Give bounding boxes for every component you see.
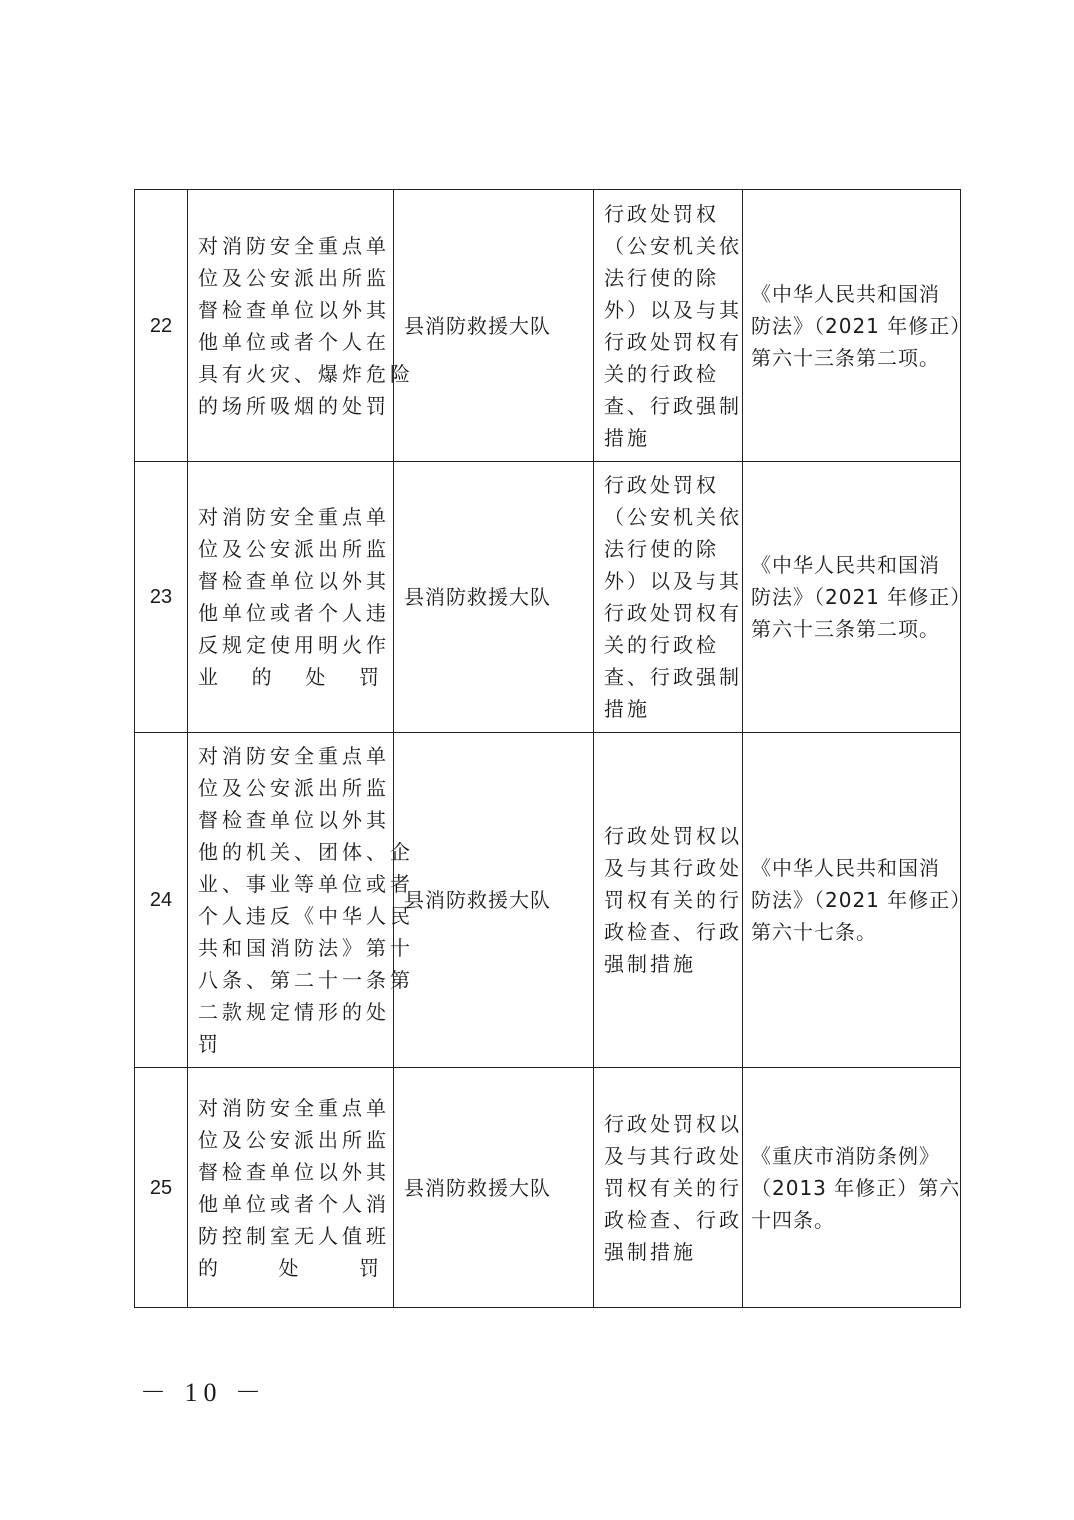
item-cell [188, 190, 414, 462]
legal-basis-cell-line: 十四条。 [751, 1207, 835, 1232]
item-cell-line: 防控制室无人值班 [198, 1223, 390, 1248]
item-cell-line: 位及公安派出所监 [198, 776, 390, 800]
power-type-cell-line: 外）以及与其 [604, 297, 742, 322]
item-cell-line: 他的机关、团体、企 [198, 840, 414, 864]
legal-basis-cell-line: 防法》（2021 年修正） [751, 313, 972, 338]
item-cell-line: 他单位或者个人在 [198, 329, 390, 354]
power-type-cell-line: 关的行政检 [604, 361, 719, 386]
power-type-cell-line: 法行使的除 [604, 537, 719, 561]
power-type-cell [594, 190, 743, 462]
item-cell-line: 罚 [198, 1032, 222, 1056]
item-cell-line: 二款规定情形的处 [198, 1000, 390, 1024]
power-type-cell-line: 查、行政强制 [604, 393, 742, 418]
department-cell: 县消防救援大队 [394, 462, 594, 733]
power-type-cell-line: 及与其行政处 [604, 856, 742, 880]
power-type-cell [594, 733, 743, 1068]
legal-basis-cell-line: 第六十三条第二项。 [751, 617, 940, 641]
item-cell-line: 反规定使用明火作 [198, 633, 390, 657]
legal-basis-cell-line: 防法》（2021 年修正） [751, 888, 972, 912]
item-cell-line: 位及公安派出所监 [198, 537, 390, 561]
item-cell-line: 位及公安派出所监 [198, 1127, 390, 1152]
item-cell [188, 1068, 394, 1308]
legal-basis-cell-line: 《中华人民共和国消 [751, 281, 940, 306]
power-type-cell-line: 措施 [604, 425, 650, 450]
legal-basis-cell [743, 733, 972, 1068]
legal-basis-cell-line: 第六十三条第二项。 [751, 345, 940, 370]
item-cell-line: 督检查单位以外其 [198, 297, 390, 322]
legal-basis-cell-line: 《中华人民共和国消 [751, 856, 940, 880]
row-number: 22 [135, 190, 188, 462]
power-type-cell-line: 行政处罚权有 [604, 329, 742, 354]
row-number: 25 [135, 1068, 188, 1308]
power-type-cell-line: 政检查、行政 [604, 920, 742, 944]
item-cell-line: 督检查单位以外其 [198, 1159, 390, 1184]
row-number: 24 [135, 733, 188, 1068]
item-cell-line: 共和国消防法》第十 [198, 936, 414, 960]
power-type-cell-line: 措施 [604, 697, 650, 721]
legal-basis-cell-line: 防法》（2021 年修正） [751, 585, 972, 609]
enforcement-table [134, 189, 972, 1308]
table-row [135, 1068, 961, 1308]
page-number: － 10 － [140, 1378, 268, 1407]
table-row [135, 190, 961, 462]
power-type-cell [594, 462, 743, 733]
item-cell-line: 对消防安全重点单 [198, 1095, 390, 1120]
item-cell-line: 八条、第二十一条第 [198, 968, 414, 992]
power-type-cell-line: 行政处罚权 [604, 201, 719, 226]
power-type-cell-line: 及与其行政处 [604, 1143, 742, 1168]
item-cell-line: 督检查单位以外其 [198, 569, 390, 593]
department-cell: 县消防救援大队 [394, 190, 594, 462]
item-cell-line: 个人违反《中华人民 [198, 904, 414, 928]
power-type-cell-line: 行政处罚权以 [604, 824, 742, 848]
power-type-cell [594, 1068, 743, 1308]
legal-basis-cell-line: 第六十七条。 [751, 920, 877, 944]
legal-basis-cell [743, 190, 972, 462]
department-cell: 县消防救援大队 [394, 1068, 594, 1308]
item-cell-line: 具有火灾、爆炸危险 [198, 361, 414, 386]
power-type-cell-line: 外）以及与其 [604, 569, 742, 593]
legal-basis-cell [743, 1068, 961, 1308]
power-type-cell-line: 行政处罚权以 [604, 1111, 742, 1136]
item-cell [188, 733, 414, 1068]
item-cell-line: 位及公安派出所监 [198, 265, 390, 290]
legal-basis-cell-line: （2013 年修正）第六 [751, 1175, 961, 1200]
row-number: 23 [135, 462, 188, 733]
table-body [135, 190, 972, 1308]
power-type-cell-line: 法行使的除 [604, 265, 719, 290]
power-type-cell-line: 强制措施 [604, 952, 696, 976]
item-cell-line: 的场所吸烟的处罚 [198, 393, 390, 418]
power-type-cell-line: 行政处罚权 [604, 473, 719, 497]
legal-basis-cell [743, 462, 972, 733]
item-cell-line: 他单位或者个人违 [198, 601, 390, 625]
legal-basis-cell-line: 《重庆市消防条例》 [751, 1143, 940, 1168]
power-type-cell-line: 关的行政检 [604, 633, 719, 657]
item-cell-line: 对消防安全重点单 [198, 233, 390, 258]
item-cell-line: 对消防安全重点单 [198, 744, 390, 768]
item-cell-line: 对消防安全重点单 [198, 505, 390, 529]
power-type-cell-line: （公安机关依 [604, 505, 742, 529]
power-type-cell-line: 罚权有关的行 [604, 888, 742, 912]
item-cell [188, 462, 394, 733]
item-cell-line: 业的处罚 [198, 665, 383, 689]
power-type-cell-line: 强制措施 [604, 1239, 696, 1264]
power-type-cell-line: 行政处罚权有 [604, 601, 742, 625]
item-cell-line: 督检查单位以外其 [198, 808, 390, 832]
table-row [135, 462, 961, 733]
power-type-cell-line: （公安机关依 [604, 233, 742, 258]
item-cell-line: 业、事业等单位或者 [198, 872, 414, 896]
power-type-cell-line: 罚权有关的行 [604, 1175, 742, 1200]
item-cell-line: 他单位或者个人消 [198, 1191, 390, 1216]
legal-basis-cell-line: 《中华人民共和国消 [751, 553, 940, 577]
power-type-cell-line: 政检查、行政 [604, 1207, 742, 1232]
table-row [135, 733, 961, 1068]
item-cell-line: 的处罚 [198, 1255, 383, 1280]
power-type-cell-line: 查、行政强制 [604, 665, 742, 689]
department-cell: 县消防救援大队 [394, 733, 594, 1068]
